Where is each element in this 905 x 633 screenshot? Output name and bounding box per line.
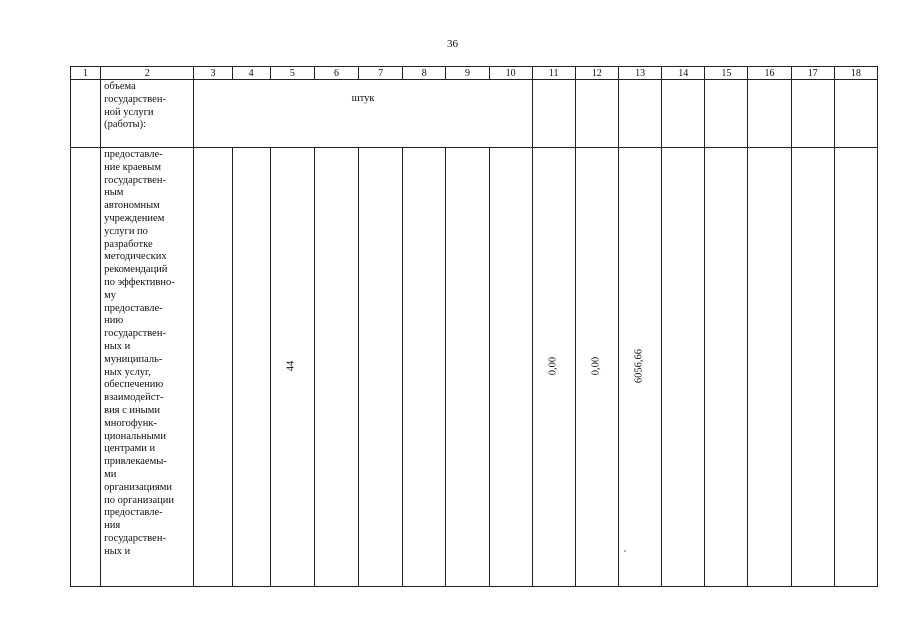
column-number: 6 — [314, 67, 358, 80]
column-number: 3 — [194, 67, 232, 80]
table-cell — [791, 148, 834, 587]
table-cell — [194, 148, 232, 587]
column-number: 2 — [101, 67, 194, 80]
col5-value: 44 — [285, 360, 297, 372]
table-cell — [532, 80, 575, 148]
page-number: 36 — [447, 38, 458, 50]
column-number: 14 — [662, 67, 705, 80]
column-number: 5 — [270, 67, 314, 80]
table-cell — [748, 80, 791, 148]
table-row — [71, 80, 878, 148]
col5-cell — [270, 148, 314, 587]
col12-value: 0,00 — [590, 356, 602, 376]
table-cell — [489, 148, 532, 587]
col11-cell — [532, 148, 575, 587]
table-cell — [314, 148, 358, 587]
col12-cell — [575, 148, 618, 587]
scan-speck — [624, 550, 626, 552]
column-number: 9 — [446, 67, 489, 80]
service-description: предоставле- ние краевым государствен- ным автономным учреждением услуги по разработке методических рекомендаций по эффективно- му предоставле- нию государствен- ных и муниципаль- ных услуг, обеспечению взаимодейст- вия с иными многофунк- циональными центрами и привлекаемы- ми организациями по организации предоставле- ния государствен- ных и — [104, 149, 175, 557]
col13-value: 6056,66 — [633, 348, 645, 384]
column-number: 17 — [791, 67, 834, 80]
column-number: 1 — [71, 67, 101, 80]
service-description-cell — [101, 148, 194, 587]
column-number: 18 — [834, 67, 877, 80]
table-cell — [575, 80, 618, 148]
measure-label-cell — [101, 80, 194, 148]
column-number: 15 — [705, 67, 748, 80]
column-number: 8 — [403, 67, 446, 80]
table-cell — [446, 148, 489, 587]
column-number: 7 — [359, 67, 403, 80]
table-cell — [834, 80, 877, 148]
table-cell — [834, 148, 877, 587]
table-cell — [662, 80, 705, 148]
column-number: 13 — [618, 67, 661, 80]
column-number: 10 — [489, 67, 532, 80]
table-cell — [71, 148, 101, 587]
col11-value: 0,00 — [547, 356, 559, 376]
column-number: 11 — [532, 67, 575, 80]
table-cell — [791, 80, 834, 148]
table-cell — [705, 80, 748, 148]
column-number: 16 — [748, 67, 791, 80]
table-cell — [403, 148, 446, 587]
column-number: 12 — [575, 67, 618, 80]
column-number: 4 — [232, 67, 270, 80]
table-cell — [705, 148, 748, 587]
table-cell — [232, 148, 270, 587]
table-cell — [359, 148, 403, 587]
table-cell — [748, 148, 791, 587]
table-cell — [71, 80, 101, 148]
measure-label: объема государствен- ной услуги (работы): — [104, 81, 166, 131]
unit-cell — [194, 80, 532, 148]
data-table — [70, 66, 878, 587]
table-cell — [618, 80, 661, 148]
col13-cell — [618, 148, 661, 587]
unit-label: штук — [351, 93, 375, 104]
table-row — [71, 148, 878, 587]
table-cell — [662, 148, 705, 587]
column-number-row — [71, 67, 878, 80]
